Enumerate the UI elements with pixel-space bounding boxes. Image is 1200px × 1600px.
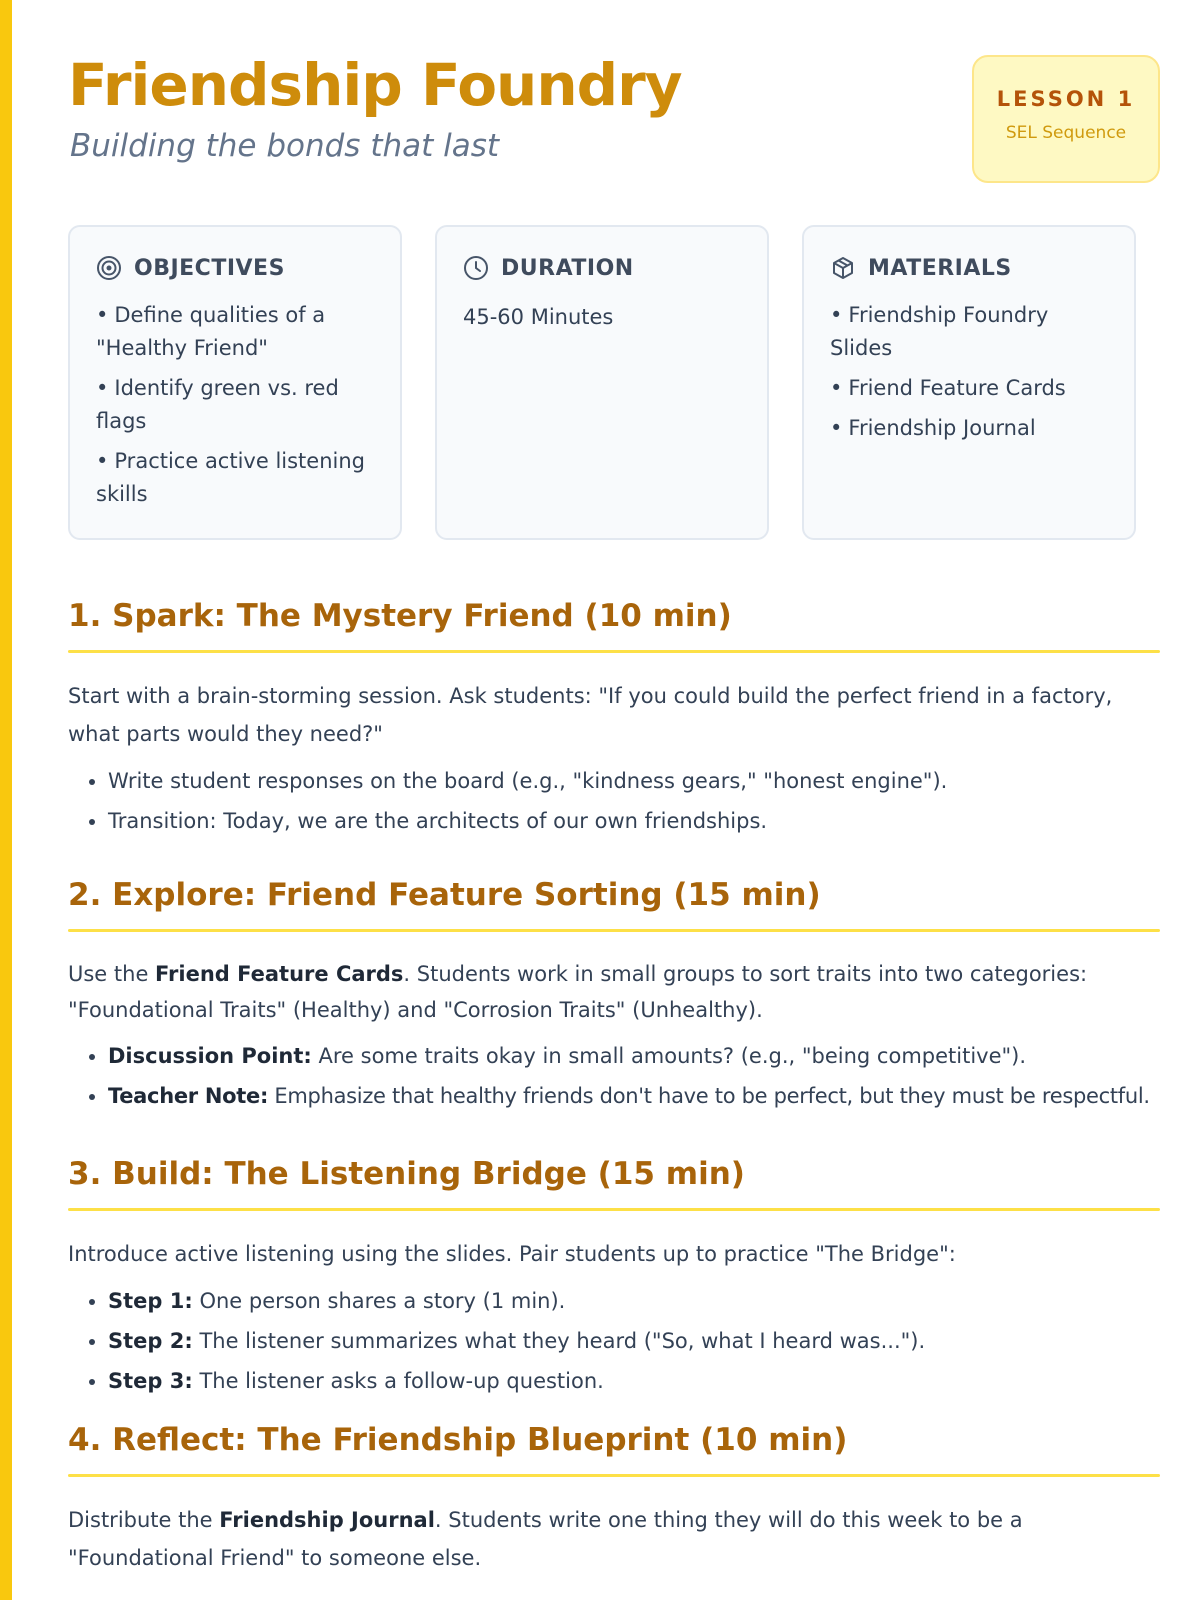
list-item: • Step 2: The listener summarizes what they heard ("So, what I heard was...").	[108, 1321, 1160, 1361]
page-subtitle: Building the bonds that last	[70, 128, 500, 164]
material-item: • Friend Feature Cards	[830, 376, 1066, 400]
section-intro: Introduce active listening using the slides. Pair students up to practice "The Bridge":	[68, 1242, 956, 1266]
section-bullets	[68, 761, 1160, 841]
section-heading: 2. Explore: Friend Feature Sorting (15 min)	[68, 877, 821, 913]
section-bullets	[68, 1036, 1160, 1116]
section-intro: Start with a brain-storming session. Ask students: "If you could build the perfect friend in a factory, what parts would they need?"	[68, 684, 1113, 746]
materials-title: MATERIALS	[868, 255, 1012, 281]
friend-feature-cards-term: Friend Feature Cards	[155, 962, 404, 986]
section-intro: Distribute the Friendship Journal. Students write one thing they will do this week to be a "Foundational Friend" to someone else.	[68, 1508, 1023, 1570]
materials-list	[830, 299, 1108, 445]
objectives-card	[68, 225, 402, 540]
section-heading: 3. Build: The Listening Bridge (15 min)	[68, 1156, 745, 1192]
list-item: • Discussion Point: Are some traits okay in small amounts? (e.g., "being competitive").	[108, 1036, 1160, 1076]
lesson-badge-subtitle: SEL Sequence	[1005, 123, 1127, 143]
page-title: Friendship Foundry	[68, 51, 682, 119]
objectives-card-header	[96, 253, 374, 283]
lesson-page	[68, 0, 1160, 1600]
section-explore	[68, 873, 1160, 1116]
section-divider	[68, 929, 1160, 932]
list-item: • Transition: Today, we are the architects of our own friendships.	[108, 801, 1160, 841]
objective-item: • Practice active listening skills	[96, 449, 365, 506]
objective-item: • Define qualities of a "Healthy Friend"	[96, 303, 326, 360]
lesson-badge	[972, 55, 1160, 183]
friendship-journal-term: Friendship Journal	[219, 1508, 435, 1532]
material-item: • Friendship Foundry Slides	[830, 303, 1049, 360]
list-item: • Step 1: One person shares a story (1 min).	[108, 1281, 1160, 1321]
section-spark	[68, 594, 1160, 841]
lesson-badge-title: LESSON 1	[996, 87, 1136, 111]
header	[68, 52, 1160, 192]
objectives-title: OBJECTIVES	[134, 255, 285, 281]
objectives-list	[96, 299, 374, 511]
section-intro: Use the Friend Feature Cards. Students work in small groups to sort traits into two categories: "Foundational Traits" (Healthy) and "Corrosion Traits" (Unhealthy).	[68, 962, 1088, 1022]
accent-bar	[0, 0, 12, 1600]
info-cards	[68, 225, 1160, 540]
section-divider	[68, 650, 1160, 653]
section-reflect	[68, 1418, 1160, 1577]
material-item: • Friendship Journal	[830, 416, 1036, 440]
section-build	[68, 1152, 1160, 1401]
duration-card	[435, 225, 769, 540]
materials-card	[802, 225, 1136, 540]
materials-card-header	[830, 253, 1108, 283]
duration-value: 45-60 Minutes	[463, 305, 614, 329]
list-item: • Step 3: The listener asks a follow-up question.	[108, 1361, 1160, 1401]
duration-card-header	[463, 253, 741, 283]
section-divider	[68, 1474, 1160, 1477]
section-heading: 1. Spark: The Mystery Friend (10 min)	[68, 598, 732, 634]
list-item: • Teacher Note: Emphasize that healthy friends don't have to be perfect, but they must be respectful.	[108, 1076, 1160, 1116]
clock-icon	[463, 255, 489, 281]
duration-title: DURATION	[501, 255, 634, 281]
objective-item: • Identify green vs. red flags	[96, 376, 339, 433]
section-divider	[68, 1208, 1160, 1211]
package-icon	[830, 255, 856, 281]
list-item: • Write student responses on the board (e.g., "kindness gears," "honest engine").	[108, 761, 1160, 801]
section-bullets	[68, 1281, 1160, 1401]
target-icon	[96, 255, 122, 281]
section-heading: 4. Reflect: The Friendship Blueprint (10 min)	[68, 1422, 848, 1458]
